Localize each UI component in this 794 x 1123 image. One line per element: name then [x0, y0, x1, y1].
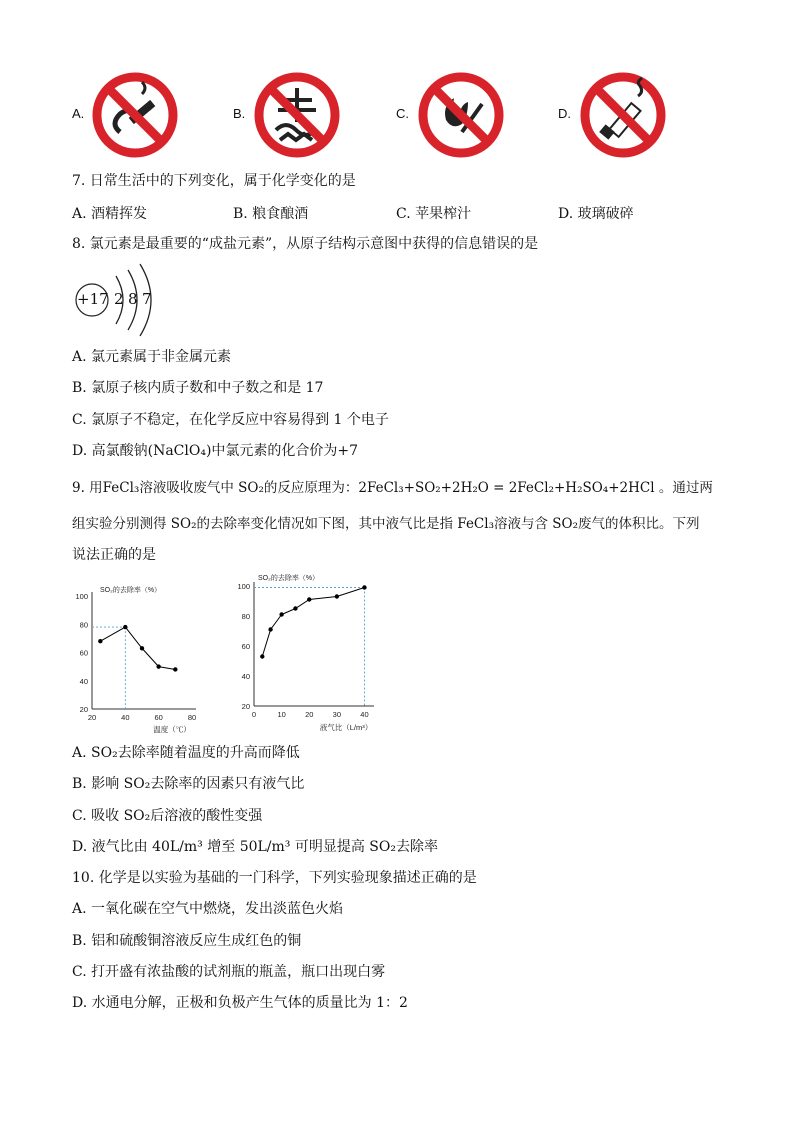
no-smoking-cigarette-sign-icon — [578, 70, 668, 160]
q8-option-d: D. 高氯酸钠(NaClO₄)中氯元素的化合价为+7 — [72, 443, 359, 459]
q8-option-c: C. 氯原子不稳定，在化学反应中容易得到 1 个电子 — [72, 412, 389, 428]
data-point — [268, 627, 272, 631]
y-tick-label: 100 — [237, 582, 250, 591]
x-tick-label: 0 — [251, 710, 257, 719]
series-line — [100, 627, 175, 669]
shell-2-electrons: 8 — [128, 290, 138, 308]
y-tick-label: 20 — [79, 705, 88, 714]
q10-option-c: C. 打开盛有浓盐酸的试剂瓶的瓶盖，瓶口出现白雾 — [72, 964, 386, 980]
q6-option-c-label: C. — [396, 106, 409, 121]
no-fireworks-sign-icon — [416, 70, 506, 160]
q8-option-b: B. 氯原子核内质子数和中子数之和是 17 — [72, 380, 324, 396]
q9-stem-line-1: 9. 用FeCl₃溶液吸收废气中 SO₂的反应原理为：2FeCl₃+SO₂+2H₂O = 2FeCl₂+H₂SO₄+2HCl 。通过两 — [72, 480, 713, 496]
y-tick-label: 80 — [79, 620, 88, 630]
q8-stem: 8. 氯元素是最重要的“成盐元素”，从原子结构示意图中获得的信息错误的是 — [72, 236, 539, 252]
q7-option-b: B. 粮食酿酒 — [233, 206, 309, 222]
no-smoking-sign-icon — [90, 70, 180, 160]
y-tick-label: 40 — [79, 676, 88, 686]
y-tick-label: 20 — [241, 702, 250, 711]
data-point — [335, 594, 339, 598]
y-tick-label: 40 — [241, 672, 250, 681]
x-axis-label: 温度（℃） — [153, 725, 191, 734]
data-point — [307, 597, 311, 601]
q10-option-a: A. 一氧化碳在空气中燃烧，发出淡蓝色火焰 — [72, 901, 344, 917]
q8-option-a: A. 氯元素属于非金属元素 — [72, 349, 232, 365]
x-tick-label: 10 — [277, 710, 286, 719]
shell-1-electrons: 2 — [114, 290, 124, 308]
data-point — [279, 612, 283, 616]
q7-stem: 7. 日常生活中的下列变化，属于化学变化的是 — [72, 173, 356, 189]
q6-option-b-label: B. — [233, 106, 246, 121]
data-point — [98, 639, 102, 643]
x-tick-label: 80 — [187, 713, 197, 722]
data-point — [140, 646, 144, 650]
liquid-gas-ratio-removal-rate-chart — [228, 566, 388, 738]
temperature-removal-rate-chart — [60, 576, 220, 736]
no-logging-sign-icon — [252, 70, 342, 160]
data-point — [260, 654, 264, 658]
q9-stem-line-3: 说法正确的是 — [72, 547, 156, 563]
chlorine-atom-structure-diagram — [72, 262, 162, 338]
series-line — [262, 588, 364, 657]
x-tick-label: 30 — [332, 710, 342, 719]
nucleus-charge: +17 — [77, 290, 109, 308]
y-tick-label: 60 — [79, 648, 88, 658]
q9-option-b: B. 影响 SO₂去除率的因素只有液气比 — [72, 776, 305, 792]
x-axis-label: 液气比（L/m³） — [319, 723, 373, 732]
q10-option-d: D. 水通电分解，正极和负极产生气体的质量比为 1：2 — [72, 995, 408, 1011]
shell-3-electrons: 7 — [142, 290, 152, 308]
data-point — [156, 664, 160, 668]
q7-option-c: C. 苹果榨汁 — [396, 206, 472, 222]
q6-option-d-label: D. — [558, 106, 571, 121]
x-tick-label: 40 — [121, 713, 130, 722]
q9-option-a: A. SO₂去除率随着温度的升高而降低 — [72, 745, 300, 761]
q10-stem: 10. 化学是以实验为基础的一门科学，下列实验现象描述正确的是 — [72, 870, 477, 886]
q9-option-d: D. 液气比由 40L/m³ 增至 50L/m³ 可明显提高 SO₂去除率 — [72, 839, 438, 855]
chart-title: SO₂的去除率（%） — [100, 587, 162, 594]
data-point — [362, 585, 366, 589]
y-tick-label: 60 — [241, 642, 250, 651]
q6-option-a-label: A. — [72, 106, 85, 121]
data-point — [123, 625, 127, 629]
q9-stem-line-2: 组实验分别测得 SO₂的去除率变化情况如下图，其中液气比是指 FeCl₃溶液与含 SO₂废气的体积比。下列 — [72, 516, 700, 532]
x-tick-label: 20 — [305, 710, 314, 719]
y-tick-label: 100 — [75, 592, 88, 601]
data-point — [293, 606, 297, 610]
x-tick-label: 60 — [154, 713, 163, 722]
q10-option-b: B. 铝和硫酸铜溶液反应生成红色的铜 — [72, 933, 302, 949]
q7-option-a: A. 酒精挥发 — [72, 206, 148, 222]
chart-title: SO₂的去除率（%） — [258, 575, 320, 582]
q7-option-d: D. 玻璃破碎 — [558, 206, 634, 222]
x-tick-label: 20 — [87, 713, 97, 722]
y-tick-label: 80 — [241, 612, 250, 621]
q9-option-c: C. 吸收 SO₂后溶液的酸性变强 — [72, 808, 263, 824]
x-tick-label: 40 — [360, 710, 369, 719]
data-point — [173, 667, 177, 671]
